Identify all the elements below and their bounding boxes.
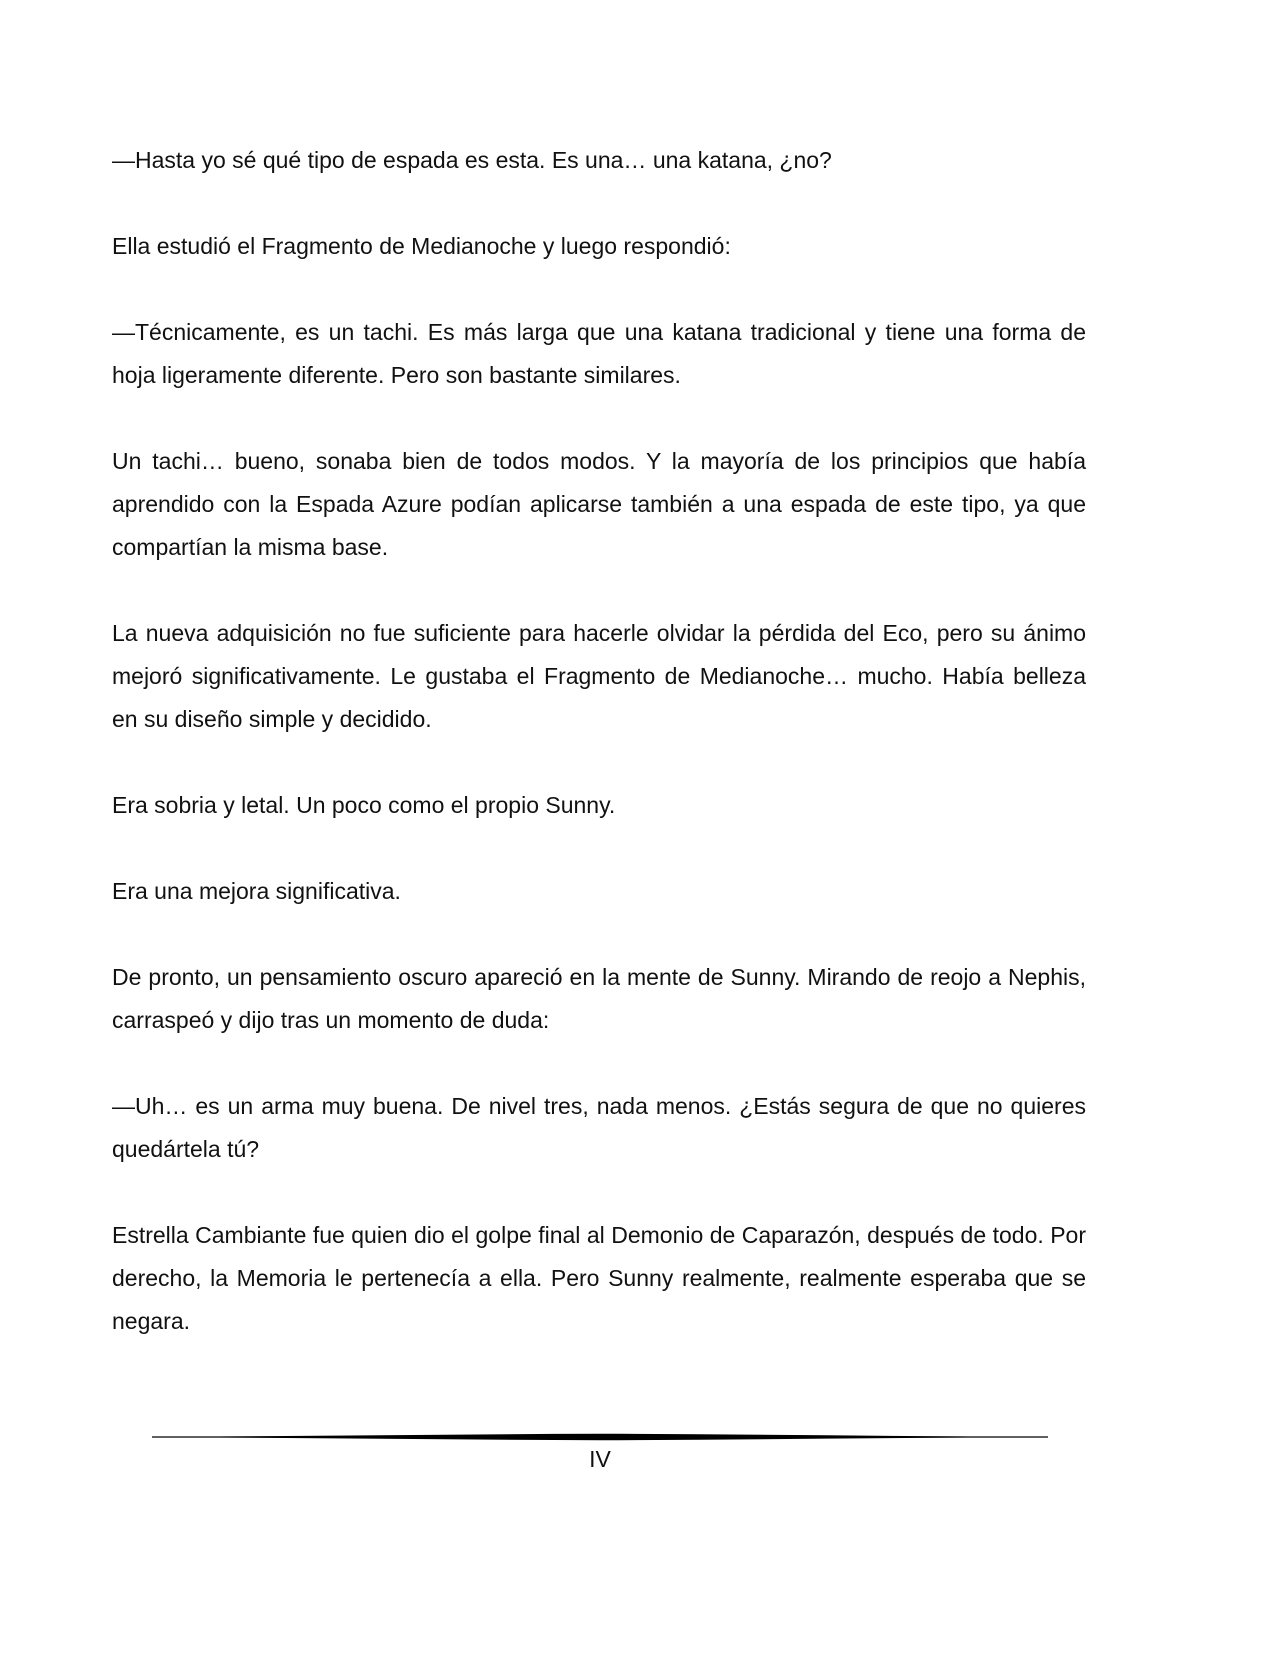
paragraph: De pronto, un pensamiento oscuro apareció en la mente de Sunny. Mirando de reojo a Nephis, carraspeó y dijo tras un momento de duda: [112, 964, 1086, 1033]
page-number: IV [589, 1446, 611, 1472]
page-body [112, 139, 1086, 1386]
paragraph: Estrella Cambiante fue quien dio el golpe final al Demonio de Caparazón, después de todo. Por derecho, la Memoria le pertenecía a ella. Pero Sunny realmente, realmente esperaba que se negara. [112, 1222, 1086, 1334]
paragraph: —Uh… es un arma muy buena. De nivel tres, nada menos. ¿Estás segura de que no quieres quedártela tú? [112, 1093, 1086, 1162]
paragraph: La nueva adquisición no fue suficiente para hacerle olvidar la pérdida del Eco, pero su ánimo mejoró significativamente. Le gustaba el Fragmento de Medianoche… mucho. Había belleza en su diseño simple y decidido. [112, 620, 1086, 732]
paragraph: —Técnicamente, es un tachi. Es más larga que una katana tradicional y tiene una forma de hoja ligeramente diferente. Pero son bastante similares. [112, 319, 1086, 388]
paragraph: Era una mejora significativa. [112, 878, 401, 904]
footer-divider-ornament [152, 1432, 1048, 1442]
paragraph: —Hasta yo sé qué tipo de espada es esta. Es una… una katana, ¿no? [112, 147, 832, 173]
paragraph: Ella estudió el Fragmento de Medianoche y luego respondió: [112, 233, 731, 259]
paragraph: Un tachi… bueno, sonaba bien de todos modos. Y la mayoría de los principios que había aprendido con la Espada Azure podían aplicarse también a una espada de este tipo, ya que compartían la misma base. [112, 448, 1086, 560]
paragraph: Era sobria y letal. Un poco como el propio Sunny. [112, 792, 616, 818]
